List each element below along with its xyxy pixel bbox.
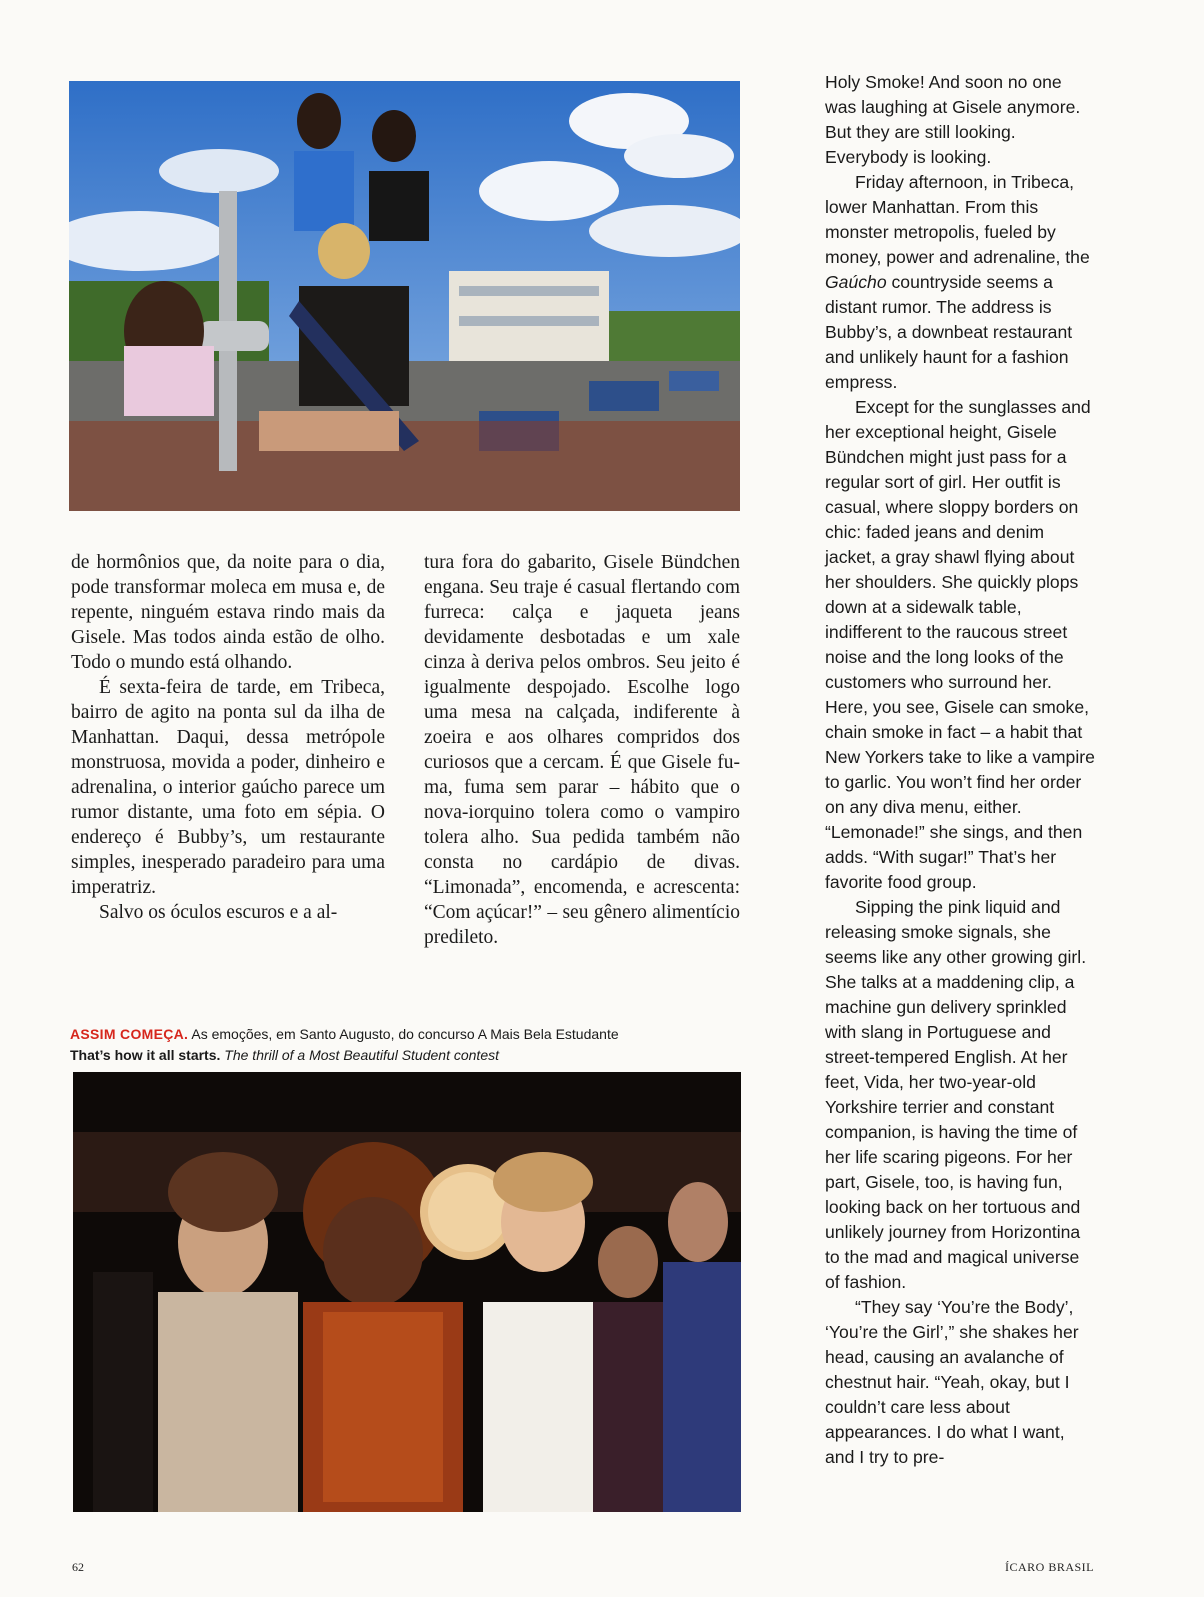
pt-paragraph: tura fora do gabarito, Gisele Bündchen engana. Seu traje é casual flertando com furreca: calça e jaqueta jeans devidamente desbotadas e um xale cinza à deriva pelos ombros. Seu jeito é igualmente despojado. Escolhe logo uma mesa na calçada, indiferente à zoeira e aos olhares compridos dos curiosos que a cercam. É que Gisele fuma, fuma sem parar – hábito que o nova-iorquino tolera como o vampiro tolera alho. Sua pedida também não consta no cardápio de divas. “Limonada”, encomenda, e acrescenta: “Com açúcar!” – seu gênero alimentício predileto. — [424, 552, 740, 948]
en-text-span: Friday afternoon, in Tribeca, lower Manhattan. From this monster metropolis, fueled by money, power and adrenaline, the — [825, 172, 1090, 267]
photo-contest-party-icon — [73, 1072, 741, 1512]
parade-photo — [69, 81, 740, 511]
pt-paragraph: de hormônios que, da noite para o dia, pode transformar moleca em musa e, de repente, ninguém estava rindo mais da Gisele. Mas todos ainda estão de olho. Todo o mundo está olhando. — [71, 552, 385, 673]
en-italic-span: Gaúcho — [825, 272, 887, 292]
portuguese-column-2 — [424, 550, 740, 950]
magazine-name: ÍCARO BRASIL — [1004, 1560, 1094, 1574]
pt-paragraph: É sexta-feira de tarde, em Tribeca, bairro de agito na ponta sul da ilha de Manhattan. Daqui, dessa metrópole monstruosa, movida a poder, dinheiro e adrenalina, o interior gaúcho parece um rumor distante, uma foto em sépia. O endereço é Bubby’s, um restaurante simples, inesperado paradeiro para uma imperatriz. — [71, 677, 385, 898]
photo-caption — [70, 1024, 750, 1066]
caption-portuguese — [70, 1024, 750, 1045]
caption-english — [70, 1045, 750, 1066]
en-paragraph: Except for the sunglasses and her exceptional height, Gisele Bündchen might just pass for a regular sort of girl. Her outfit is casual, where sloppy borders on chic: faded jeans and denim jacket, a gray shawl flying about her shoulders. She quickly plops down at a sidewalk table, indifferent to the raucous street noise and the long looks of the customers who surround her. Here, you see, Gisele can smoke, chain smoke in fact – a habit that New Yorkers take to like a vampire to garlic. You won’t find her order on any diva menu, either. “Lemonade!” she sings, and then adds. “With sugar!” That’s her favorite food group. — [825, 397, 1095, 892]
en-paragraph: Sipping the pink liquid and releasing smoke signals, she seems like any other growing girl. She talks at a maddening clip, a machine gun delivery sprinkled with slang in Portuguese and street-tempered English. At her feet, Vida, her two-year-old Yorkshire terrier and constant companion, is having the time of her life scaring pigeons. For her part, Gisele, too, is having fun, looking back on her tortuous and unlikely journey from Horizontina to the mad and magical universe of fashion. — [825, 897, 1087, 1292]
en-paragraph: Holy Smoke! And soon no one was laughing at Gisele anymore. But they are still looking. Everybody is looking. — [825, 72, 1081, 167]
en-paragraph — [825, 170, 1097, 395]
page-number: 62 — [72, 1560, 84, 1574]
caption-text: As emoções, em Santo Augusto, do concurso A Mais Bela Estudante — [188, 1026, 619, 1042]
en-text-span: countryside seems a distant rumor. The address is Bubby’s, a downbeat restaurant and unlikely haunt for a fashion empress. — [825, 272, 1073, 392]
english-column — [825, 70, 1097, 1470]
caption-lead: ASSIM COMEÇA. — [70, 1026, 189, 1042]
en-paragraph: “They say ‘You’re the Body’, ‘You’re the Girl’,” she shakes her head, causing an avalanche of chestnut hair. “Yeah, okay, but I couldn’t care less about appearances. I do what I want, and I try to pre- — [825, 1297, 1079, 1467]
caption-en-lead: That’s how it all starts. — [70, 1047, 221, 1063]
photo-parade-float-icon — [69, 81, 740, 511]
pt-paragraph: Salvo os óculos escuros e a al- — [99, 902, 338, 923]
contest-photo — [73, 1072, 741, 1512]
caption-en-text: The thrill of a Most Beautiful Student contest — [220, 1047, 499, 1063]
portuguese-column-1 — [71, 550, 385, 925]
